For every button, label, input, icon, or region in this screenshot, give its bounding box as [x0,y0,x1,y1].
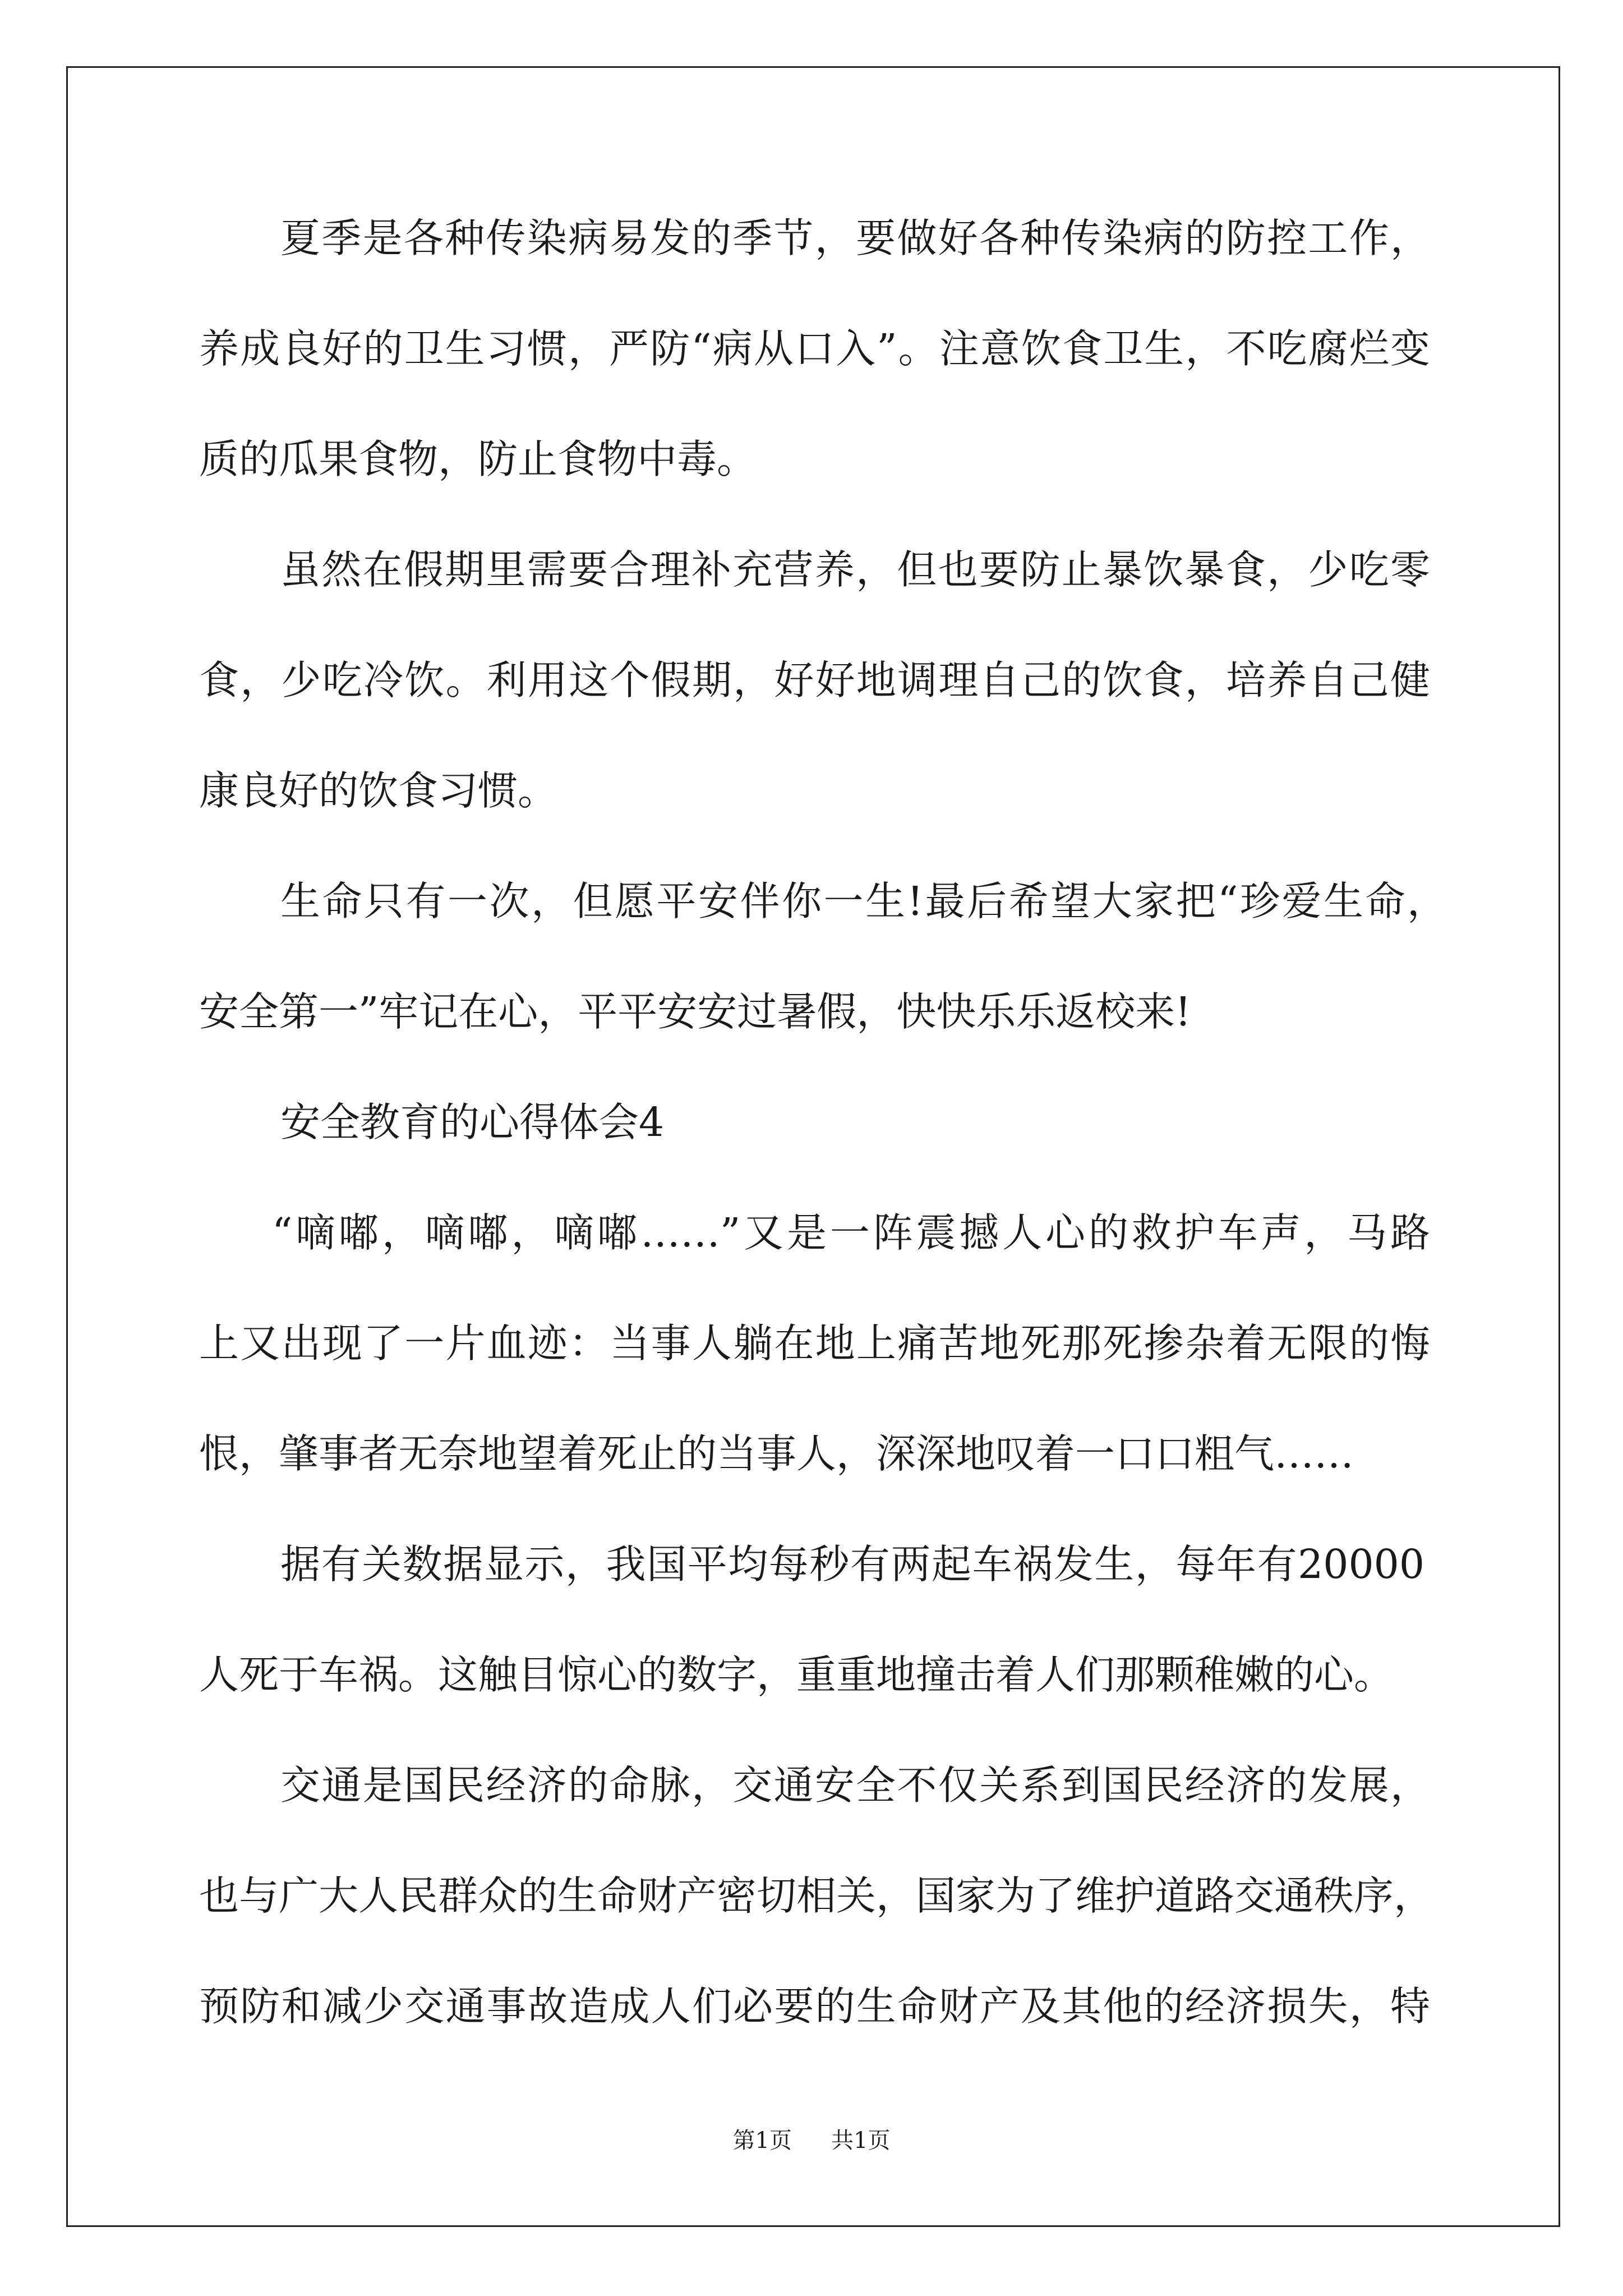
paragraph-line: 据有关数据显示，我国平均每秒有两起车祸发生，每年有20000 [280,1541,1424,1588]
page-number: 第1页 [732,2128,792,2154]
paragraph-line: 交通是国民经济的命脉，交通安全不仅关系到国民经济的发展， [280,1762,1430,1809]
paragraph-line: 养成良好的卫生习惯，严防“病从口入”。注意饮食卫生，不吃腐烂变 [199,325,1430,372]
paragraph-line: 虽然在假期里需要合理补充营养，但也要防止暴饮暴食，少吃零 [280,546,1430,593]
paragraph-line: 夏季是各种传染病易发的季节，要做好各种传染病的防控工作， [280,215,1430,261]
paragraph-line: 上又出现了一片血迹：当事人躺在地上痛苦地死那死掺杂着无限的悔 [199,1320,1430,1366]
section-heading: 安全教育的心得体会4 [280,1099,665,1145]
paragraph-line: 康良好的饮食习惯。 [199,767,558,814]
paragraph-line: 生命只有一次，但愿平安伴你一生!最后希望大家把“珍爱生命， [280,878,1447,924]
page-footer [0,2124,1623,2157]
paragraph-line: 人死于车祸。这触目惊心的数字，重重地撞击着人们那颗稚嫩的心。 [199,1651,1394,1698]
paragraph-line: 安全第一”牢记在心，平平安安过暑假，快快乐乐返校来! [199,988,1191,1035]
paragraph-line: 食，少吃冷饮。利用这个假期，好好地调理自己的饮食，培养自己健 [199,657,1430,703]
paragraph-line: “嘀嘟，嘀嘟，嘀嘟……”又是一阵震撼人心的救护车声，马路 [272,1209,1430,1256]
paragraph-line: 质的瓜果食物，防止食物中毒。 [199,436,757,482]
page-total: 共1页 [831,2128,891,2154]
paragraph-line: 预防和减少交通事故造成人们必要的生命财产及其他的经济损失，特 [199,1983,1430,2030]
paragraph-line: 恨，肇事者无奈地望着死止的当事人，深深地叹着一口口粗气…… [199,1430,1354,1477]
paragraph-line: 也与广大人民群众的生命财产密切相关，国家为了维护道路交通秩序， [199,1872,1434,1919]
